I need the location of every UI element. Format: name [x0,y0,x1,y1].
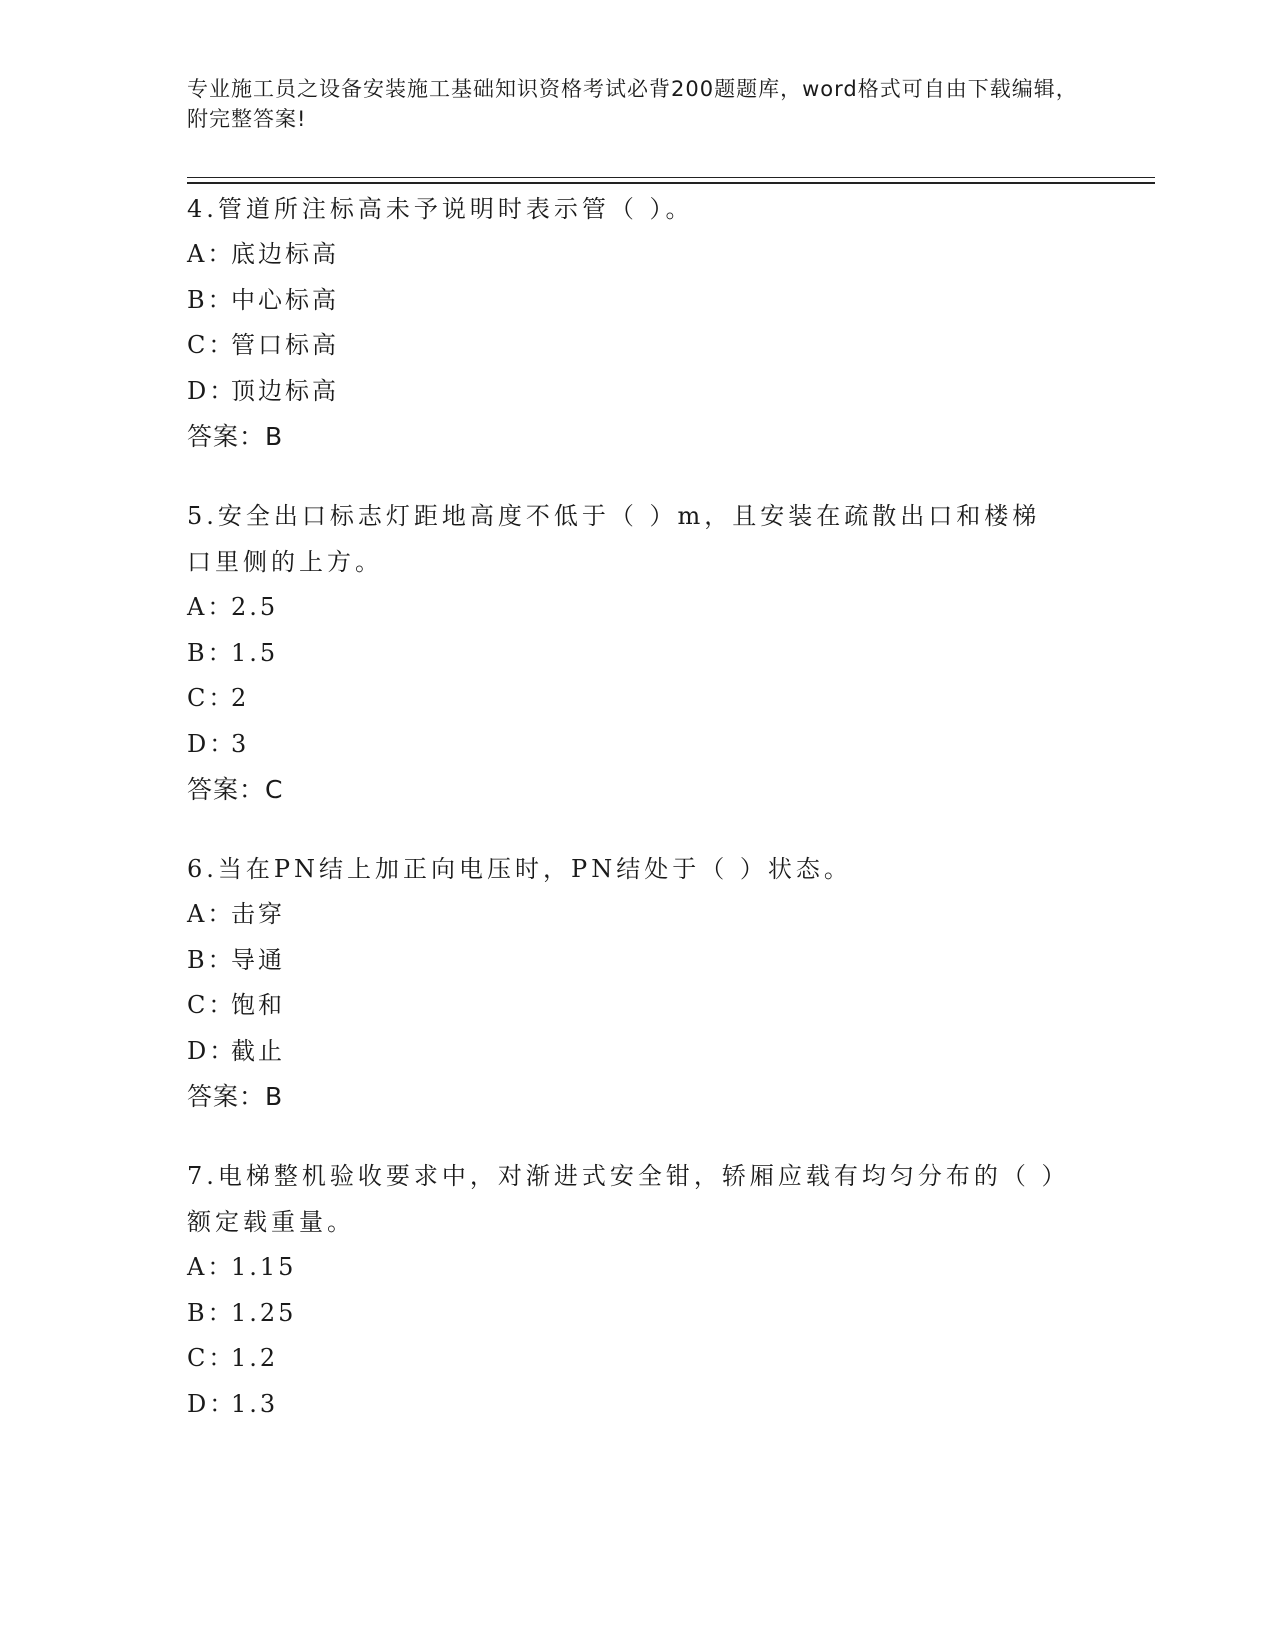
option-text: 截止 [231,1036,285,1065]
option-d [187,369,1067,415]
option-key: C： [187,331,236,359]
option-c [187,676,1067,722]
option-key: D： [187,376,237,405]
question-stem: 6.当在PN结上加正向电压时，PN结处于（ ）状态。 [187,855,852,883]
option-text: 1.5 [231,638,279,667]
option-key: C： [187,991,236,1019]
option-text: 2.5 [231,593,279,621]
answer-line: 答案：B [187,422,284,451]
option-text: 导通 [231,945,285,974]
option-key: B： [187,638,235,667]
question-stem: 5.安全出口标志灯距地高度不低于（ ）m，且安装在疏散出口和楼梯口里侧的上方。 [187,502,1041,576]
document-title: 专业施工员之设备安装施工基础知识资格考试必背200题题库，word格式可自由下载编辑，附完整答案! [187,77,1078,131]
option-key: C： [187,1344,236,1372]
option-c [187,983,1067,1029]
option-text: 击穿 [231,900,285,928]
option-key: D： [187,729,237,758]
option-key: B： [187,285,235,314]
question-item [187,1153,1067,1427]
option-text: 2 [231,684,250,712]
option-a [187,1245,1067,1291]
option-c [187,323,1067,369]
option-d [187,1382,1067,1428]
option-text: 管口标高 [231,331,339,359]
question-item [187,493,1067,813]
option-d [187,1029,1067,1075]
option-key: B： [187,945,235,974]
question-list [187,186,1067,1460]
option-text: 3 [231,729,250,758]
answer-line: 答案：C [187,775,284,804]
option-text: 饱和 [231,991,285,1019]
option-key: A： [187,1253,235,1281]
option-key: A： [187,240,235,268]
option-a [187,232,1067,278]
option-text: 中心标高 [231,285,339,314]
option-text: 1.3 [231,1389,279,1418]
option-text: 1.15 [231,1253,297,1281]
option-key: A： [187,593,235,621]
header-divider-thick [187,182,1155,184]
option-key: C： [187,684,236,712]
option-b [187,938,1067,984]
question-item [187,846,1067,1120]
option-b [187,631,1067,677]
option-text: 顶边标高 [231,376,339,405]
option-a [187,585,1067,631]
option-key: D： [187,1389,237,1418]
option-b [187,278,1067,324]
header-divider-thin [187,177,1155,178]
option-c [187,1336,1067,1382]
question-item [187,186,1067,460]
option-text: 底边标高 [231,240,339,268]
option-text: 1.2 [231,1344,279,1372]
option-b [187,1291,1067,1337]
option-key: D： [187,1036,237,1065]
option-d [187,722,1067,768]
option-text: 1.25 [231,1298,297,1327]
option-a [187,892,1067,938]
option-key: B： [187,1298,235,1327]
answer-line: 答案：B [187,1082,284,1111]
question-stem: 7.电梯整机验收要求中，对渐进式安全钳，轿厢应载有均匀分布的（ ）额定载重量。 [187,1162,1058,1236]
option-key: A： [187,900,235,928]
question-stem: 4.管道所注标高未予说明时表示管（ ）。 [187,195,694,223]
